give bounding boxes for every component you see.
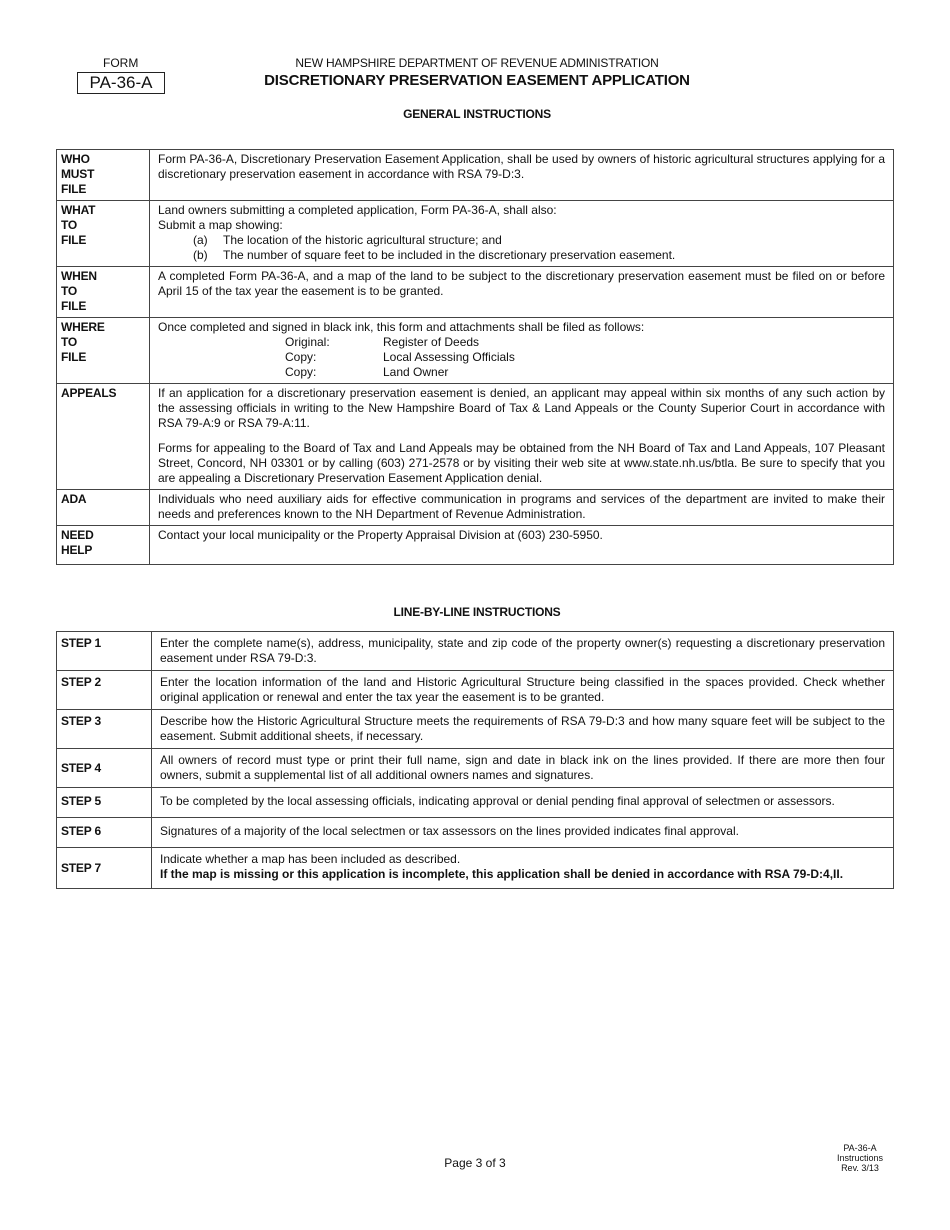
appeals-text: If an application for a discretionary preservation easement is denied, an applicant may appeal within six months of any such action by the assessing officials in writing to the New Hampshire Board of Tax & Land Appeals or the County Superior Court in accordance with RSA 79-A:9 or RSA 79-A:11. Forms for appealing to the Board of Tax and Land Appeals may be obtained from the NH Board of Tax and Land Appeals, 107 Pleasant Street, Concord, NH 03301 or by calling (603) 271-2578 or by visiting their web site at www.state.nh.us/btla. Be sure to specify that you are appealing a Discretionary Preservation Easement Application denial.	[150, 384, 894, 490]
step-label: STEP 7	[57, 848, 152, 889]
list-item: (a) The location of the historic agricultural structure; and	[193, 233, 502, 247]
table-row	[57, 632, 894, 671]
table-row	[57, 749, 894, 788]
form-label: FORM	[103, 56, 139, 70]
table-row	[57, 818, 894, 848]
list-item: (b) The number of square feet to be included in the discretionary preservation easement.	[193, 248, 676, 262]
ada-row	[57, 490, 894, 526]
when-to-file-text: A completed Form PA-36-A, and a map of the land to be subject to the discretionary preservation easement must be filed on or before April 15 of the tax year the easement is to be granted.	[150, 267, 894, 318]
step-text: All owners of record must type or print their full name, sign and date in black ink on the lines provided. If there are more then four owners, submit a supplemental list of all additional owners names and signatures.	[152, 749, 894, 788]
where-to-file-row	[57, 318, 894, 384]
list-item: Original: Register of Deeds	[285, 335, 480, 349]
row-label: WHAT TO FILE	[57, 201, 150, 267]
when-to-file-row	[57, 267, 894, 318]
step-label: STEP 2	[57, 671, 152, 710]
table-row	[57, 671, 894, 710]
need-help-row	[57, 526, 894, 565]
list-item: Copy: Local Assessing Officials	[285, 350, 515, 364]
step-text: Describe how the Historic Agricultural Structure meets the requirements of RSA 79-D:3 and how many square feet will be subject to the easement. Submit additional sheets, if necessary.	[152, 710, 894, 749]
table-row	[57, 788, 894, 818]
step-text: Enter the location information of the land and Historic Agricultural Structure being classified in the spaces provided. Check whether original application or renewal and enter the tax year the easement is to be granted.	[152, 671, 894, 710]
ada-text: Individuals who need auxiliary aids for effective communication in programs and services of the department are invited to make their needs and preferences known to the NH Department of Revenue Administration.	[150, 490, 894, 526]
need-help-text: Contact your local municipality or the Property Appraisal Division at (603) 230-5950.	[150, 526, 894, 565]
who-must-file-text: Form PA-36-A, Discretionary Preservation Easement Application, shall be used by owners of historic agricultural structures applying for a discretionary preservation easement in accordance with RSA 79-D:3.	[150, 150, 894, 201]
row-label: ADA	[57, 490, 150, 526]
general-instructions-table	[56, 149, 894, 565]
who-must-file-row	[57, 150, 894, 201]
step-text: To be completed by the local assessing officials, indicating approval or denial pending final approval of selectmen or assessors.	[152, 788, 894, 818]
row-label: WHERE TO FILE	[57, 318, 150, 384]
row-label: WHEN TO FILE	[57, 267, 150, 318]
general-instructions-heading: GENERAL INSTRUCTIONS	[403, 107, 551, 121]
list-item: Copy: Land Owner	[285, 365, 449, 379]
row-label: NEED HELP	[57, 526, 150, 565]
what-to-file-row	[57, 201, 894, 267]
appeals-row	[57, 384, 894, 490]
department-name: NEW HAMPSHIRE DEPARTMENT OF REVENUE ADMINISTRATION	[295, 56, 659, 70]
where-to-file-text: Once completed and signed in black ink, this form and attachments shall be filed as follows: Original: Register of Deeds Copy: Local Assessing Officials Copy: Land Owner	[150, 318, 894, 384]
page-number: Page 3 of 3	[444, 1156, 506, 1170]
row-label: APPEALS	[57, 384, 150, 490]
what-to-file-text: Land owners submitting a completed application, Form PA-36-A, shall also: Submit a map showing: (a) The location of the historic agricultural structure; and (b) The number of square feet to be included in the discretionary preservation easement.	[150, 201, 894, 267]
row-label: WHO MUST FILE	[57, 150, 150, 201]
step-label: STEP 4	[57, 749, 152, 788]
form-number-box: PA-36-A	[77, 72, 165, 94]
table-row	[57, 848, 894, 889]
step-label: STEP 3	[57, 710, 152, 749]
revision-note: PA-36-A Instructions Rev. 3/13	[836, 1143, 884, 1173]
step-label: STEP 6	[57, 818, 152, 848]
line-by-line-heading: LINE-BY-LINE INSTRUCTIONS	[393, 605, 561, 619]
table-row	[57, 710, 894, 749]
step-label: STEP 1	[57, 632, 152, 671]
step-text: Signatures of a majority of the local selectmen or tax assessors on the lines provided indicates final approval.	[152, 818, 894, 848]
line-by-line-table	[56, 631, 894, 889]
step-text: Enter the complete name(s), address, municipality, state and zip code of the property owner(s) requesting a discretionary preservation easement under RSA 79-D:3.	[152, 632, 894, 671]
page-title: DISCRETIONARY PRESERVATION EASEMENT APPLICATION	[264, 72, 690, 89]
step-label: STEP 5	[57, 788, 152, 818]
step-text: Indicate whether a map has been included as described. If the map is missing or this application is incomplete, this application shall be denied in accordance with RSA 79-D:4,II.	[152, 848, 894, 889]
